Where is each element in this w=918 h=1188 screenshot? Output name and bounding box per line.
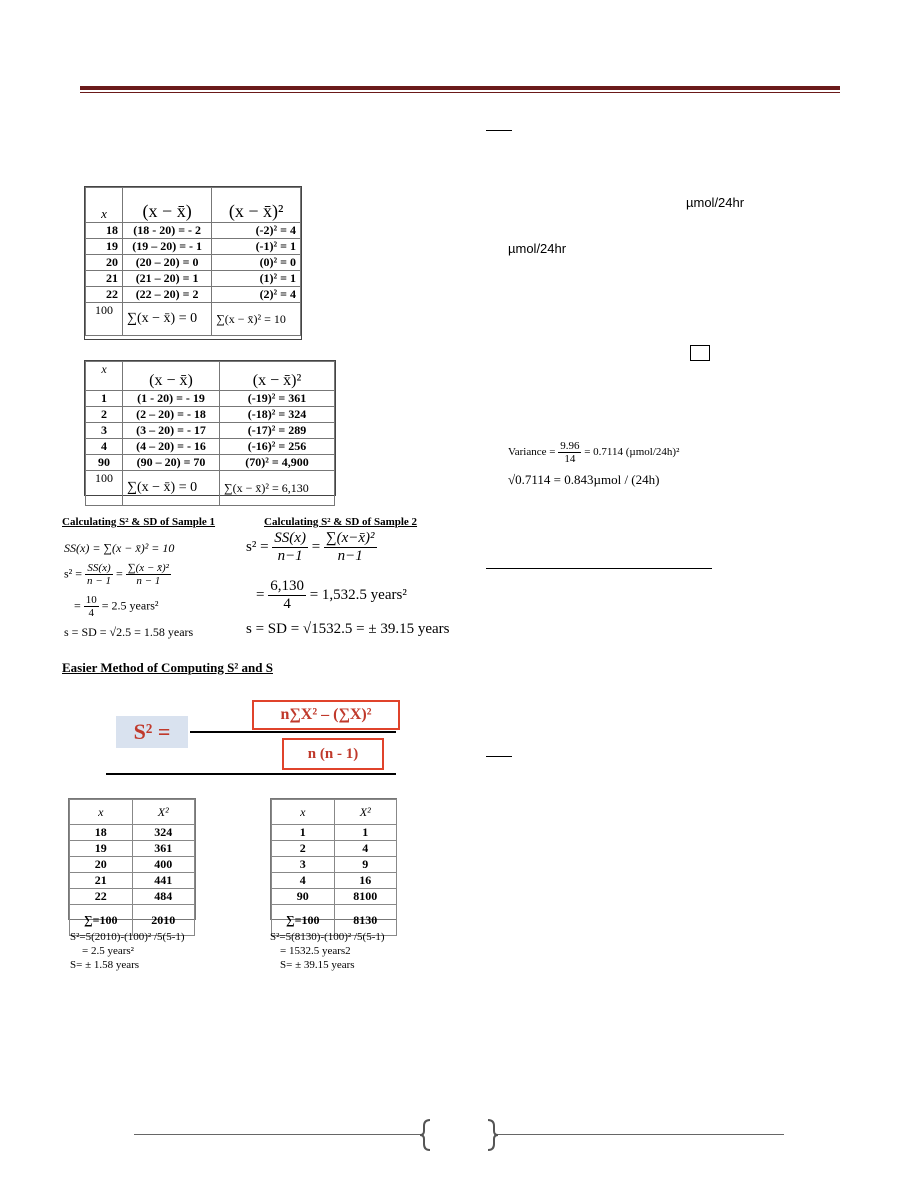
sample-2-sd: s = SD = √1532.5 = ± 39.15 years [246,621,450,637]
header-rule-thick [80,86,840,90]
box-underline [690,360,710,361]
col-header-x-squared: X² [132,800,195,825]
sqrt-equation: √0.7114 = 0.843µmol / (24h) [508,472,660,487]
footer-rule-right [496,1134,784,1135]
col-header-x-squared: X² [334,800,397,825]
table-row: 20 400 [70,857,195,873]
sample-2-variance-formula: s² = $\frac{SS(x)}{n-1}$ = $\frac{\text{∑(x−x̄)²}}{n-1}$ [246,530,375,564]
fraction-bar [190,731,396,733]
easier-method-title: Easier Method of Computing S² and S [62,660,273,675]
table-footer-row: ∑=100 2010 [70,905,195,936]
short-rule [486,756,512,757]
table-footer-row: 100 ∑(x − x̄) = 0 ∑(x − x̄)² = 6,130 [86,471,335,506]
col-header-x: x [272,800,335,825]
table-row: 19 (19 – 20) = - 1 (-1)² = 1 [86,239,301,255]
table-row: 21 (21 – 20) = 1 (1)² = 1 [86,271,301,287]
deviation-table-sample-2 [84,360,336,496]
formula-numerator: n∑X² – (∑X)² [252,700,400,730]
squares-table-sample-2 [270,798,397,927]
col-header-x: x [86,362,123,391]
section-rule [486,568,712,569]
table-row: 3 (3 – 20) = - 17 (-17)² = 289 [86,423,335,439]
table-row: 4 (4 – 20) = - 16 (-16)² = 256 [86,439,335,455]
sample-1-title: Calculating S² & SD of Sample 1 [62,516,216,528]
unit-label: µmol/24hr [686,195,745,210]
table-row: 90 (90 – 20) = 70 (70)² = 4,900 [86,455,335,471]
table-row: 2 4 [272,841,397,857]
header-rule-thin [80,92,840,93]
page-number-bracket-icon [416,1118,502,1152]
col-header-deviation: (x − x̄) [123,362,220,391]
sample-1-ss: SS(x) = ∑(x − x̄)² = 10 [64,541,175,555]
variance-equation: Variance = $\frac{9.96}{14}$ = 0.7114 (µmol/24h)² [508,440,680,465]
deviation-table-sample-1 [84,186,302,340]
sample-1-variance-formula: s² = $\frac{SS(x)}{n - 1}$ = $\frac{\text{∑(x − x̄)²}}{n - 1}$ [64,562,169,587]
short-rule [486,130,512,131]
table-row: 2 (2 – 20) = - 18 (-18)² = 324 [86,407,335,423]
col-header-deviation-squared: (x − x̄)² [212,188,301,223]
table-row: 19 361 [70,841,195,857]
footer-rule-left [134,1134,422,1135]
table-footer-row: 100 ∑(x − x̄) = 0 ∑(x − x̄)² = 10 [86,303,301,336]
checkbox-box [690,345,710,361]
table-row: 22 (22 – 20) = 2 (2)² = 4 [86,287,301,303]
sample-2-title: Calculating S² & SD of Sample 2 [264,516,418,528]
unit-label: µmol/24hr [508,241,567,256]
col-header-deviation: (x − x̄) [123,188,212,223]
table-row: 90 8100 [272,889,397,905]
table-row: 1 (1 - 20) = - 19 (-19)² = 361 [86,391,335,407]
sample-1-sd: s = SD = √2.5 = 1.58 years [64,625,194,639]
table-row: 18 (18 - 20) = - 2 (-2)² = 4 [86,223,301,239]
col-header-x: x [86,188,123,223]
table-row: 3 9 [272,857,397,873]
calc-sample-1: S²=5(2010)-(100)² /5(5-1) = 2.5 years² S= ± 1.58 years [70,931,185,971]
squares-table-sample-1 [68,798,196,927]
table-footer-row: ∑=100 8130 [272,905,397,936]
table-row: 22 484 [70,889,195,905]
col-header-x: x [70,800,133,825]
sample-2-variance-step: = $\frac{6,130}{4}$ = 1,532.5 years² [256,578,407,612]
divider-line [106,773,396,775]
table-row: 21 441 [70,873,195,889]
formula-lhs: S² = [116,716,188,748]
col-header-deviation-squared: (x − x̄)² [220,362,335,391]
table-row: 4 16 [272,873,397,889]
sample-1-variance-step: = $\frac{10}{4}$ = 2.5 years² [74,594,159,619]
table-row: 18 324 [70,825,195,841]
calc-sample-2: S²=5(8130)-(100)² /5(5-1) = 1532.5 years2 S= ± 39.15 years [270,931,385,971]
formula-denominator: n (n - 1) [282,738,384,770]
table-row: 20 (20 – 20) = 0 (0)² = 0 [86,255,301,271]
table-row: 1 1 [272,825,397,841]
